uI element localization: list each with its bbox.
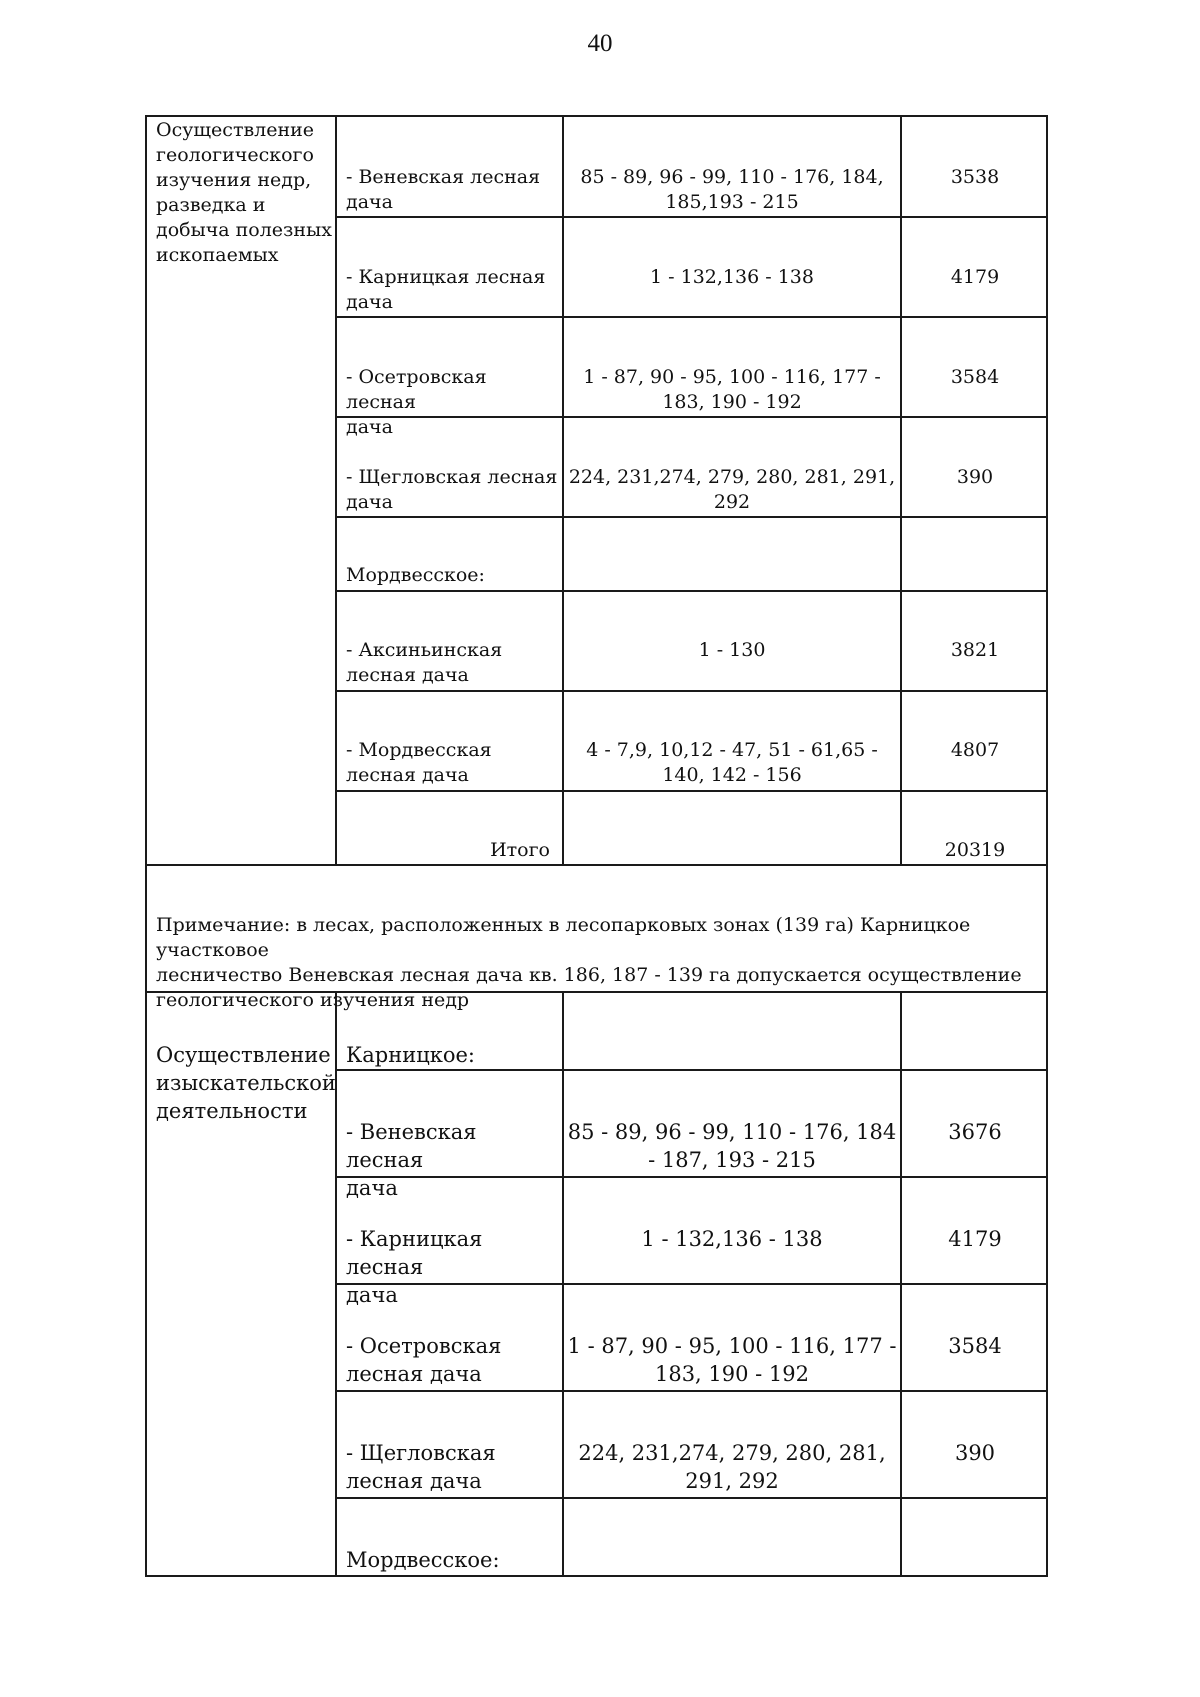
forest-name: - Карницкая лесная дача — [346, 266, 546, 313]
quarters: 224, 231,274, 279, 280, 281, 291, 292 — [578, 1441, 886, 1493]
activity-label: Осуществление изыскательской деятельности — [156, 1043, 336, 1123]
forest-name: - Мордвесская лесная дача — [346, 739, 492, 786]
area: 390 — [956, 466, 994, 488]
row-divider — [145, 864, 1048, 866]
area: 4807 — [950, 739, 1000, 761]
total-value: 20319 — [944, 839, 1006, 861]
row-divider — [335, 790, 1048, 792]
activity-label: Осуществление геологического изучения недр, разведка и добыча полезных ископаемых — [156, 119, 332, 266]
quarters: 1 - 87, 90 - 95, 100 - 116, 177 - 183, 190 - 192 — [583, 366, 881, 413]
row-divider — [335, 590, 1048, 592]
row-divider — [335, 316, 1048, 318]
area: 3584 — [948, 1334, 1002, 1358]
quarters: 4 - 7,9, 10,12 - 47, 51 - 61,65 - 140, 142 - 156 — [586, 739, 878, 786]
quarters: 85 - 89, 96 - 99, 110 - 176, 184 - 187, 193 - 215 — [567, 1120, 897, 1172]
area: 3676 — [948, 1120, 1002, 1144]
row-divider — [335, 216, 1048, 218]
col-divider — [335, 115, 337, 865]
quarters: 1 - 130 — [698, 639, 766, 661]
quarters: 85 - 89, 96 - 99, 110 - 176, 184, 185,193 - 215 — [580, 166, 884, 213]
forest-name: - Аксиньинская лесная дача — [346, 639, 503, 686]
forest-name: - Веневская лесная дача — [346, 166, 541, 213]
forest-name: - Веневская лесная дача — [346, 1120, 477, 1200]
quarters: 1 - 87, 90 - 95, 100 - 116, 177 - 183, 190 - 192 — [567, 1334, 897, 1386]
forest-name: - Щегловская лесная дача — [346, 466, 558, 513]
note-text: Примечание: в лесах, расположенных в лесопарковых зонах (139 га) Карницкое участковое лесничество Веневская лесная дача кв. 186, 187 - 139 га допускается осуществление геологического изучения недр — [156, 914, 1022, 1011]
forest-name: - Щегловская лесная дача — [346, 1441, 496, 1493]
row-divider — [335, 1497, 1048, 1499]
area: 3538 — [950, 166, 1000, 188]
page-number: 40 — [587, 30, 613, 57]
area: 4179 — [948, 1227, 1002, 1251]
district-label: Мордвесское: — [346, 1548, 500, 1572]
total-label: Итого — [490, 839, 550, 861]
row-divider — [335, 516, 1048, 518]
area: 4179 — [950, 266, 1000, 288]
district-label: Мордвесское: — [346, 564, 485, 586]
area: 390 — [954, 1441, 996, 1465]
forest-name: - Карницкая лесная дача — [346, 1227, 483, 1307]
area: 3821 — [950, 639, 1000, 661]
quarters: 224, 231,274, 279, 280, 281, 291, 292 — [568, 466, 896, 513]
row-divider — [335, 1390, 1048, 1392]
quarters: 1 - 132,136 - 138 — [650, 266, 814, 288]
area: 3584 — [950, 366, 1000, 388]
row-divider — [335, 1069, 1048, 1071]
quarters: 1 - 132,136 - 138 — [641, 1227, 823, 1251]
district-label: Карницкое: — [346, 1043, 475, 1067]
row-divider — [335, 690, 1048, 692]
forest-name: - Осетровская лесная дача — [346, 366, 487, 438]
forest-name: - Осетровская лесная дача — [346, 1334, 502, 1386]
